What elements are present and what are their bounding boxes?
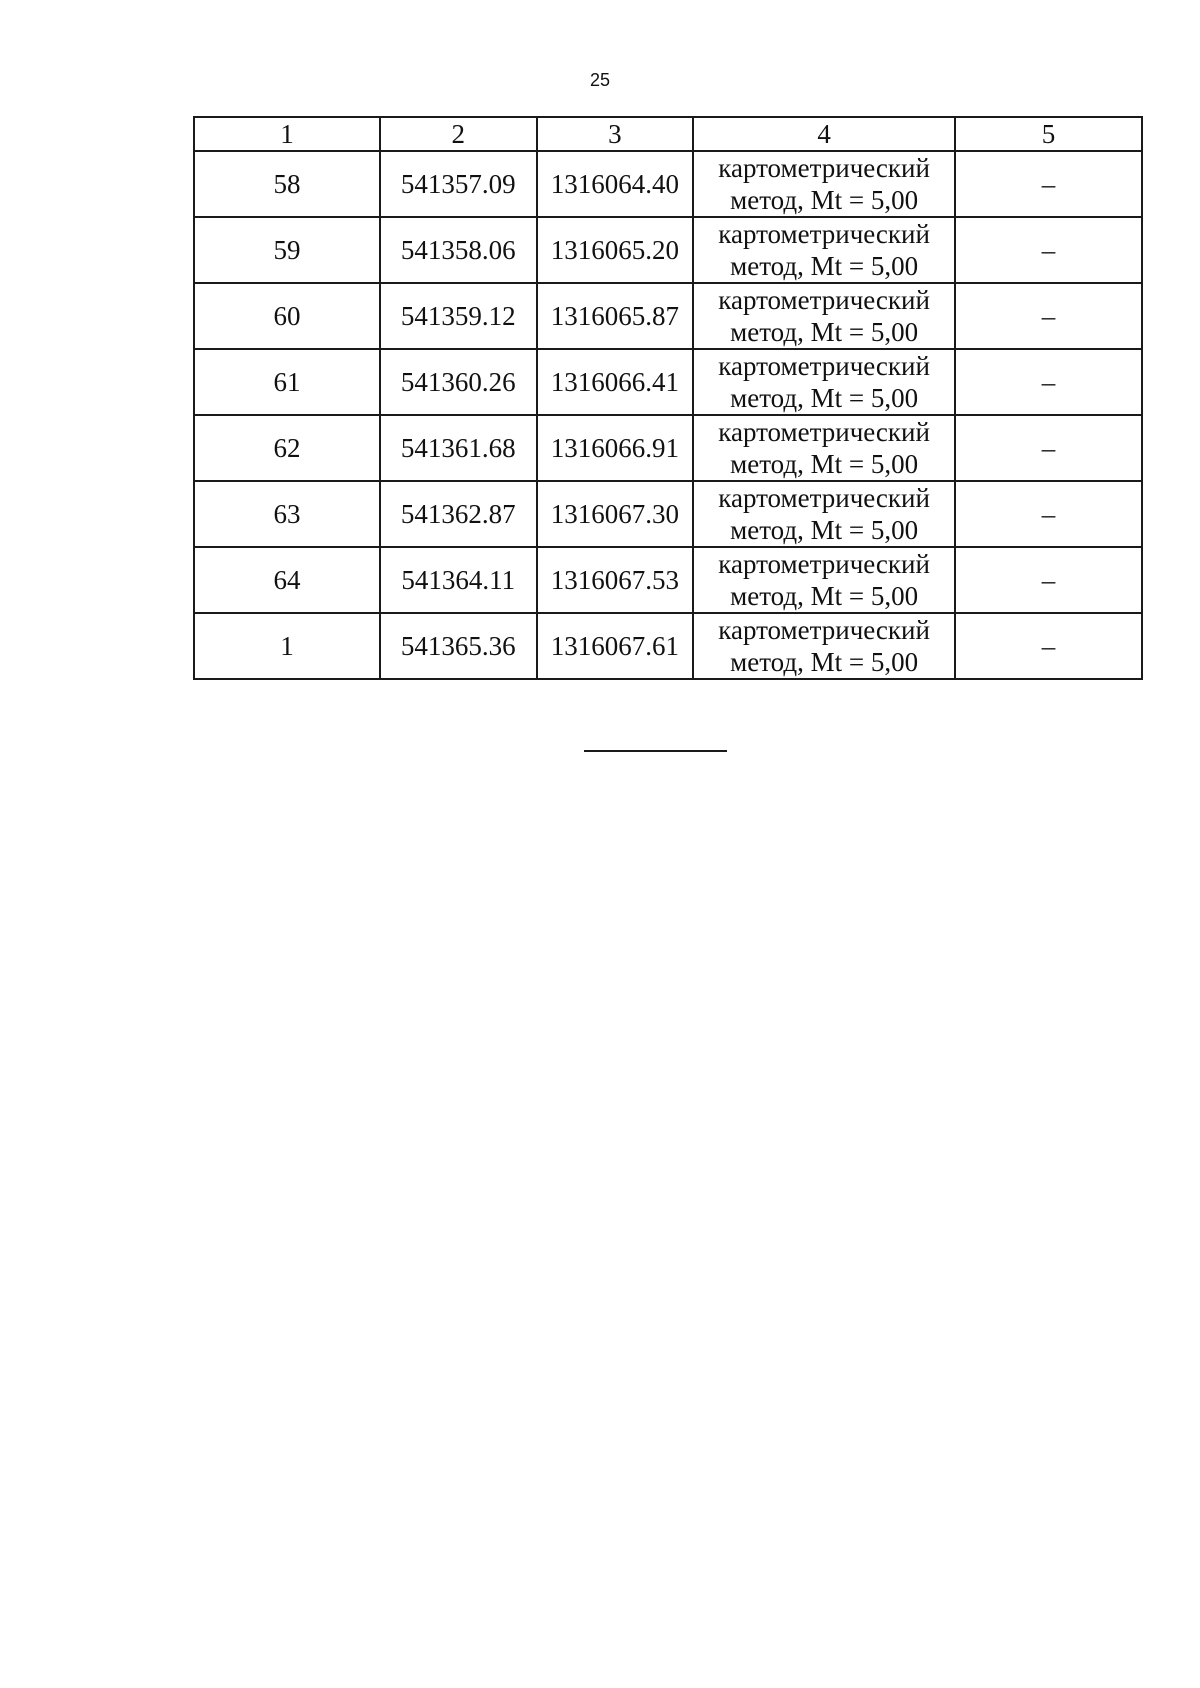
y-coordinate-cell: 1316067.30 [537, 481, 694, 547]
point-number-cell: 64 [194, 547, 380, 613]
x-coordinate-cell: 541362.87 [380, 481, 537, 547]
method-accuracy: метод, Mt = 5,00 [730, 317, 919, 347]
method-name: картометрический [718, 153, 930, 183]
method-accuracy: метод, Mt = 5,00 [730, 383, 919, 413]
method-accuracy: метод, Mt = 5,00 [730, 515, 919, 545]
y-coordinate-cell: 1316066.41 [537, 349, 694, 415]
point-number-cell: 61 [194, 349, 380, 415]
method-cell [693, 283, 955, 349]
method-accuracy: метод, Mt = 5,00 [730, 185, 919, 215]
page-number: 25 [589, 70, 611, 90]
y-coordinate-cell: 1316065.20 [537, 217, 694, 283]
table-row [194, 613, 1142, 679]
x-coordinate-cell: 541359.12 [380, 283, 537, 349]
table-row [194, 217, 1142, 283]
description-cell: – [955, 151, 1142, 217]
point-number-cell: 62 [194, 415, 380, 481]
method-cell [693, 481, 955, 547]
method-name: картометрический [718, 351, 930, 381]
coordinates-table [193, 116, 1143, 680]
table-row [194, 547, 1142, 613]
column-header-4: 4 [693, 117, 955, 151]
description-cell: – [955, 547, 1142, 613]
description-cell: – [955, 415, 1142, 481]
x-coordinate-cell: 541357.09 [380, 151, 537, 217]
x-coordinate-cell: 541364.11 [380, 547, 537, 613]
method-accuracy: метод, Mt = 5,00 [730, 449, 919, 479]
method-cell [693, 547, 955, 613]
y-coordinate-cell: 1316067.61 [537, 613, 694, 679]
table-body [194, 151, 1142, 679]
x-coordinate-cell: 541358.06 [380, 217, 537, 283]
x-coordinate-cell: 541361.68 [380, 415, 537, 481]
method-name: картометрический [718, 615, 930, 645]
point-number-cell: 1 [194, 613, 380, 679]
table-header [194, 117, 1142, 151]
column-header-5: 5 [955, 117, 1142, 151]
y-coordinate-cell: 1316066.91 [537, 415, 694, 481]
x-coordinate-cell: 541360.26 [380, 349, 537, 415]
description-cell: – [955, 283, 1142, 349]
y-coordinate-cell: 1316064.40 [537, 151, 694, 217]
description-cell: – [955, 349, 1142, 415]
method-name: картометрический [718, 219, 930, 249]
method-name: картометрический [718, 417, 930, 447]
column-header-3: 3 [537, 117, 694, 151]
table-row [194, 283, 1142, 349]
method-accuracy: метод, Mt = 5,00 [730, 647, 919, 677]
method-accuracy: метод, Mt = 5,00 [730, 251, 919, 281]
method-name: картометрический [718, 549, 930, 579]
table-row [194, 151, 1142, 217]
column-header-1: 1 [194, 117, 380, 151]
description-cell: – [955, 217, 1142, 283]
end-of-document-rule [584, 750, 727, 752]
column-header-2: 2 [380, 117, 537, 151]
table-row [194, 415, 1142, 481]
method-cell [693, 415, 955, 481]
y-coordinate-cell: 1316067.53 [537, 547, 694, 613]
table-row [194, 481, 1142, 547]
description-cell: – [955, 481, 1142, 547]
method-cell [693, 349, 955, 415]
method-cell [693, 151, 955, 217]
description-cell: – [955, 613, 1142, 679]
method-accuracy: метод, Mt = 5,00 [730, 581, 919, 611]
header-row [194, 117, 1142, 151]
method-name: картометрический [718, 483, 930, 513]
method-name: картометрический [718, 285, 930, 315]
point-number-cell: 63 [194, 481, 380, 547]
point-number-cell: 59 [194, 217, 380, 283]
method-cell [693, 613, 955, 679]
table-row [194, 349, 1142, 415]
y-coordinate-cell: 1316065.87 [537, 283, 694, 349]
point-number-cell: 60 [194, 283, 380, 349]
point-number-cell: 58 [194, 151, 380, 217]
x-coordinate-cell: 541365.36 [380, 613, 537, 679]
method-cell [693, 217, 955, 283]
